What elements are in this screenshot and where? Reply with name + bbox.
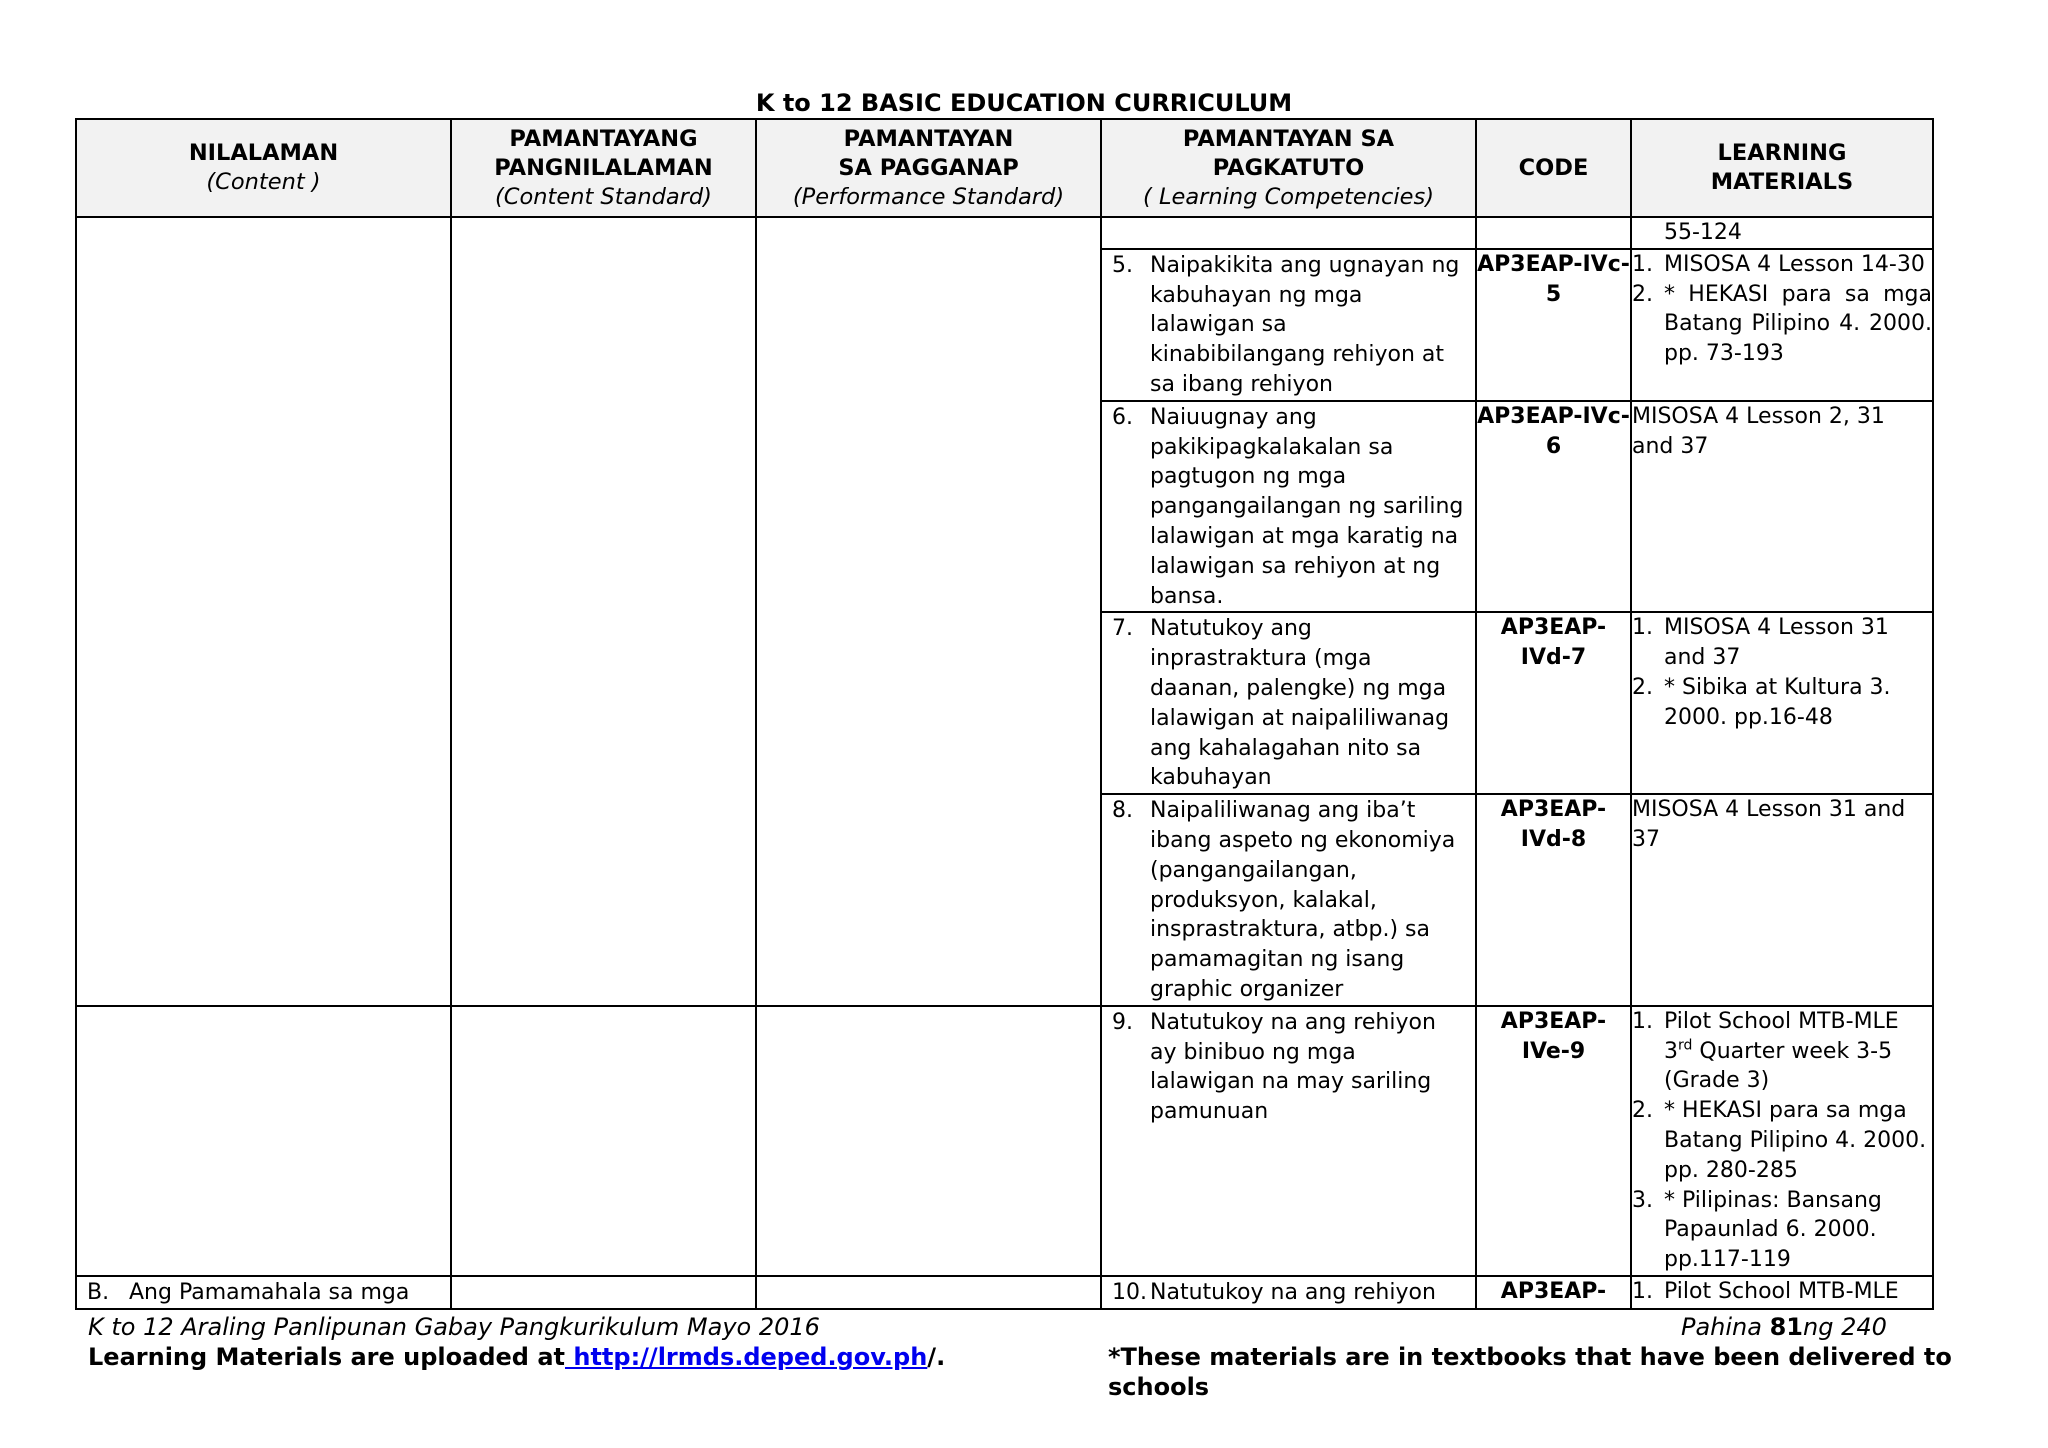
content-standard-cell <box>451 1276 756 1309</box>
competency-cell: 7. Natutukoy ang inprastraktura (mga daanan, palengke) ng mga lalawigan at naipaliliwanag ang kahalagahan nito sa kabuhayan <box>1101 612 1476 794</box>
materials-cell: 1. Pilot School MTB-MLE <box>1631 1276 1933 1309</box>
header-performance-standard: PAMANTAYAN SA PAGGANAP (Performance Standard) <box>756 119 1101 217</box>
competency-cell: 6. Naiuugnay ang pakikipagkalakalan sa pagtugon ng mga pangangailangan ng sariling lalawigan at mga karatig na lalawigan sa rehiyon at ng bansa. <box>1101 401 1476 613</box>
header-learning-materials: LEARNING MATERIALS <box>1631 119 1933 217</box>
footer-doc-title: K to 12 Araling Panlipunan Gabay Pangkurikulum Mayo 2016 <box>88 1313 820 1341</box>
content-standard-cell <box>451 1006 756 1276</box>
footer-line-1 <box>88 1312 1958 1342</box>
performance-standard-cell <box>756 217 1101 1006</box>
code-cell: AP3EAP-IVc-5 <box>1476 249 1631 401</box>
performance-standard-cell <box>756 1276 1101 1309</box>
content-cell: B. Ang Pamamahala sa mga <box>76 1276 451 1309</box>
content-cell <box>76 1006 451 1276</box>
curriculum-table <box>75 118 1934 1310</box>
materials-cell: 1. Pilot School MTB-MLE 3rd Quarter week 3-5 (Grade 3) 2. * HEKASI para sa mga Batang Pilipino 4. 2000. pp. 280-285 3. * Pilipinas: Bansang Papaunlad 6. 2000. pp.117-119 <box>1631 1006 1933 1276</box>
page-number: Pahina 81ng 240 <box>1681 1313 1887 1341</box>
materials-cell: MISOSA 4 Lesson 2, 31 and 37 <box>1631 401 1933 613</box>
table-row <box>76 1006 1933 1276</box>
content-standard-cell <box>451 217 756 1006</box>
competency-cell: 9. Natutukoy na ang rehiyon ay binibuo ng mga lalawigan na may sariling pamunuan <box>1101 1006 1476 1276</box>
code-cell: AP3EAP-IVc-6 <box>1476 401 1631 613</box>
code-cell: AP3EAP-IVd-8 <box>1476 794 1631 1006</box>
materials-cell: 1. MISOSA 4 Lesson 14-30 2. * HEKASI para sa mga Batang Pilipino 4. 2000. pp. 73-193 <box>1631 249 1933 401</box>
content-cell <box>76 217 451 1006</box>
materials-cell: 55-124 <box>1631 217 1933 249</box>
footer-note: *These materials are in textbooks that have been delivered to schools <box>1108 1343 1952 1401</box>
lrmds-link[interactable]: http://lrmds.deped.gov.ph <box>565 1343 928 1371</box>
header-content: NILALAMAN (Content ) <box>76 119 451 217</box>
table-row <box>76 1276 1933 1309</box>
header-learning-competencies: PAMANTAYAN SA PAGKATUTO ( Learning Competencies) <box>1101 119 1476 217</box>
header-row <box>76 119 1933 217</box>
competency-cell: 8. Naipaliliwanag ang iba’t ibang aspeto ng ekonomiya (pangangailangan, produksyon, kalakal, insprastraktura, atbp.) sa pamamagitan ng isang graphic organizer <box>1101 794 1476 1006</box>
header-code: CODE <box>1476 119 1631 217</box>
materials-cell: 1. MISOSA 4 Lesson 31 and 37 2. * Sibika at Kultura 3. 2000. pp.16-48 <box>1631 612 1933 794</box>
page-title: K to 12 BASIC EDUCATION CURRICULUM <box>755 89 1293 117</box>
competency-cell: 10. Natutukoy na ang rehiyon <box>1101 1276 1476 1309</box>
code-cell: AP3EAP-IVe-9 <box>1476 1006 1631 1276</box>
footer-uploaded-text: Learning Materials are uploaded at <box>88 1343 565 1371</box>
footer-line-2: Learning Materials are uploaded at http://lrmds.deped.gov.ph/. *These materials are in textbooks that have been delivered to schools <box>88 1342 1958 1372</box>
header-content-standard: PAMANTAYANG PANGNILALAMAN (Content Standard) <box>451 119 756 217</box>
performance-standard-cell <box>756 1006 1101 1276</box>
competency-cell <box>1101 217 1476 249</box>
competency-cell: 5. Naipakikita ang ugnayan ng kabuhayan ng mga lalawigan sa kinabibilangang rehiyon at sa ibang rehiyon <box>1101 249 1476 401</box>
code-cell <box>1476 217 1631 249</box>
code-cell: AP3EAP-IVd-7 <box>1476 612 1631 794</box>
table-row <box>76 217 1933 249</box>
code-cell: AP3EAP- <box>1476 1276 1631 1309</box>
materials-cell: MISOSA 4 Lesson 31 and 37 <box>1631 794 1933 1006</box>
